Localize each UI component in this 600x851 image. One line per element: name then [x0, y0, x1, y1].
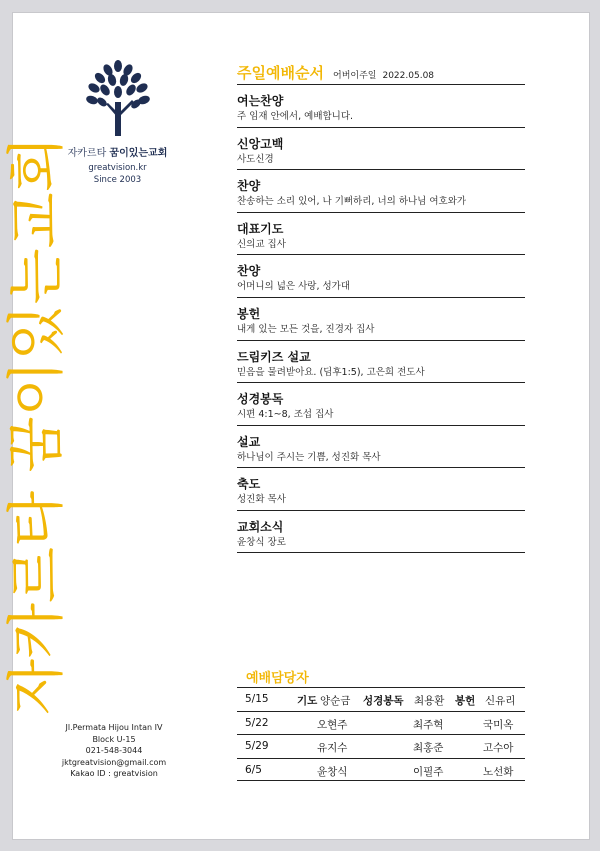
staff-name: 최홍준: [413, 742, 444, 754]
staff-name: 고수아: [483, 742, 514, 754]
item-desc: 시편 4:1~8, 조섭 집사: [237, 409, 334, 421]
item-desc: 사도신경: [237, 153, 274, 165]
kakao-id: Kakao ID : greatvision: [70, 769, 158, 778]
tree-logo-icon: [78, 58, 158, 138]
vertical-title-text: 자카르타 꿈이있는교회: [2, 136, 70, 715]
list-item: [237, 297, 525, 340]
list-item: [237, 425, 525, 468]
item-desc: 찬송하는 소리 있어, 나 기뻐하리, 너의 하나님 여호와가: [237, 196, 467, 208]
staff-name: 최주혁: [413, 718, 444, 731]
item-desc: 믿음을 물려받아요. (딤후1:5), 고은희 전도사: [237, 366, 425, 378]
item-title: 신앙고백: [237, 136, 284, 151]
item-desc: 신의교 집사: [237, 238, 286, 250]
address-line-1: Jl.Permata Hijou Intan IV: [65, 723, 163, 732]
staff-name: 국미옥: [483, 718, 514, 731]
list-item: [237, 467, 525, 510]
table-row: [237, 687, 525, 711]
church-since: Since 2003: [93, 175, 142, 185]
service-order-list: [237, 84, 525, 553]
item-title: 교회소식: [237, 519, 284, 534]
role-scripture: 성경봉독: [363, 695, 404, 707]
staff-name: 양순금: [320, 695, 351, 707]
item-desc: 내게 있는 모든 것을, 진경자 집사: [237, 323, 375, 335]
item-desc: 어머니의 넓은 사랑, 성가대: [237, 281, 351, 293]
church-website: greatvision.kr: [88, 163, 147, 173]
staff-date: 5/15: [245, 693, 269, 705]
item-desc: 윤창식 장로: [237, 536, 286, 548]
item-title: 성경봉독: [237, 392, 284, 407]
list-item: [237, 382, 525, 425]
item-title: 대표기도: [237, 221, 284, 236]
item-title: 설교: [237, 434, 261, 449]
item-title: 봉헌: [237, 306, 261, 321]
list-item: [237, 510, 525, 553]
table-row: [237, 758, 525, 782]
list-item: [237, 84, 525, 127]
church-name-prefix: 자카르타: [67, 148, 107, 159]
address-line-2: Block U-15: [92, 734, 136, 744]
role-prayer: 기도: [297, 695, 318, 707]
item-desc: 하나님이 주시는 기쁨, 성진화 목사: [237, 451, 381, 463]
phone-number: 021-548-3044: [85, 746, 143, 755]
list-item: [237, 340, 525, 383]
staff-name: 신유리: [485, 695, 516, 707]
staff-date: 5/22: [245, 716, 269, 729]
item-title: 드림키즈 설교: [237, 349, 311, 364]
item-title: 축도: [237, 477, 261, 492]
list-item: [237, 212, 525, 255]
staff-date: 5/29: [245, 740, 269, 752]
order-subtitle: [333, 68, 434, 81]
email-address: jktgreatvision@gmail.com: [61, 757, 167, 767]
table-row: [237, 734, 525, 758]
staff-name: 윤창식: [317, 765, 348, 778]
item-title: 찬양: [237, 179, 261, 194]
table-row: [237, 711, 525, 735]
staff-title: 예배담당자: [246, 671, 309, 686]
order-occasion: 어버이주일: [333, 71, 377, 81]
staff-name: 노선화: [483, 765, 514, 778]
item-desc: 주 임재 안에서, 예배합니다.: [237, 111, 354, 122]
church-name-main: 꿈이있는교회: [109, 148, 168, 159]
list-item: [237, 254, 525, 297]
staff-name: 오현주: [317, 718, 348, 731]
staff-name: 이필주: [413, 765, 444, 778]
staff-date: 6/5: [245, 763, 262, 776]
item-title: 여는찬양: [237, 94, 284, 108]
item-title: 찬양: [237, 264, 261, 279]
staff-name: 최용환: [414, 695, 445, 707]
item-desc: 성진화 목사: [237, 494, 286, 506]
order-date: 2022.05.08: [382, 71, 435, 81]
list-item: [237, 169, 525, 212]
order-title: 주일예배순서: [237, 64, 324, 82]
staff-table: [237, 687, 525, 781]
list-item: [237, 127, 525, 170]
role-offering: 봉헌: [455, 695, 476, 707]
staff-name: 유지수: [317, 742, 348, 754]
contact-info: [40, 722, 188, 780]
